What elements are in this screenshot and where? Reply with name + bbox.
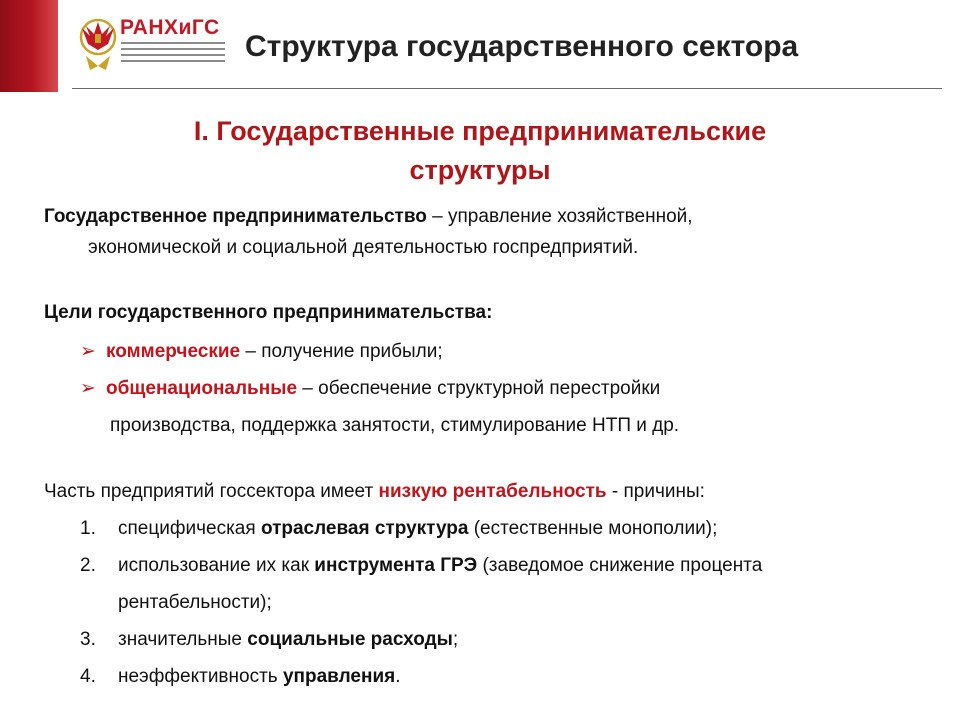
goal-term: коммерческие [106, 341, 241, 362]
reason-bold: инструмента ГРЭ [314, 555, 478, 576]
arrow-bullet-icon: ➢ [80, 378, 96, 399]
reason-bold: управления [282, 666, 396, 687]
reason-number: 3. [80, 629, 96, 650]
reason-text-end: . [395, 666, 401, 687]
reason-bold: отраслевая структура [260, 518, 469, 539]
reason-number: 1. [80, 518, 96, 539]
reason-number: 4. [80, 666, 96, 687]
reason-text: использование их как [118, 555, 315, 576]
definition-line-2: экономической и социальной деятельностью госпредприятий. [88, 237, 639, 258]
reason-item-2-cont: рентабельности); [118, 592, 272, 613]
arrow-bullet-icon: ➢ [80, 341, 96, 362]
reason-text-end: (естественные монополии); [468, 518, 718, 539]
reason-number: 2. [80, 555, 96, 576]
ranepa-logo [78, 12, 228, 74]
section-title-line-1: I. Государственные предпринимательские [193, 116, 767, 146]
reason-text: неэффективность [118, 666, 283, 687]
reason-text-end: (заведомое снижение процента [477, 555, 763, 576]
goal-text: – получение прибыли; [240, 341, 443, 362]
profitability-intro [44, 480, 705, 504]
reason-item-3 [80, 628, 458, 652]
title-divider [72, 88, 942, 89]
goals-heading: Цели государственного предпринимательства: [44, 302, 493, 323]
definition-text-1: управление хозяйственной, [448, 206, 693, 227]
intro-text-end: - причины: [606, 481, 705, 502]
section-title [80, 112, 880, 190]
goal-item-commercial [80, 340, 443, 364]
intro-text: Часть предприятий госсектора имеет [44, 481, 379, 502]
reason-item-2 [80, 554, 762, 578]
eagle-emblem-icon [78, 14, 118, 72]
intro-highlight: низкую рентабельность [378, 481, 607, 502]
reason-text-end: ; [452, 629, 459, 650]
logo-text: РАНХиГС [120, 16, 220, 39]
goal-item-national [80, 377, 660, 401]
definition-dash: – [426, 206, 449, 227]
definition-line-1 [44, 205, 693, 229]
definition-term: Государственное предпринимательство [44, 206, 427, 227]
goal-text: – обеспечение структурной перестройки [297, 378, 661, 399]
reason-item-1 [80, 517, 717, 541]
page-title: Структура государственного сектора [245, 30, 799, 63]
header-red-bar [0, 0, 58, 92]
goal-item-national-cont: производства, поддержка занятости, стимулирование НТП и др. [110, 415, 680, 436]
reason-text: значительные [118, 629, 248, 650]
reason-item-4 [80, 665, 401, 689]
section-title-line-2: структуры [409, 155, 551, 185]
reason-text: специфическая [118, 518, 261, 539]
goal-term: общенациональные [106, 378, 298, 399]
logo-subtitle-lines [121, 42, 225, 66]
reason-bold: социальные расходы [247, 629, 453, 650]
